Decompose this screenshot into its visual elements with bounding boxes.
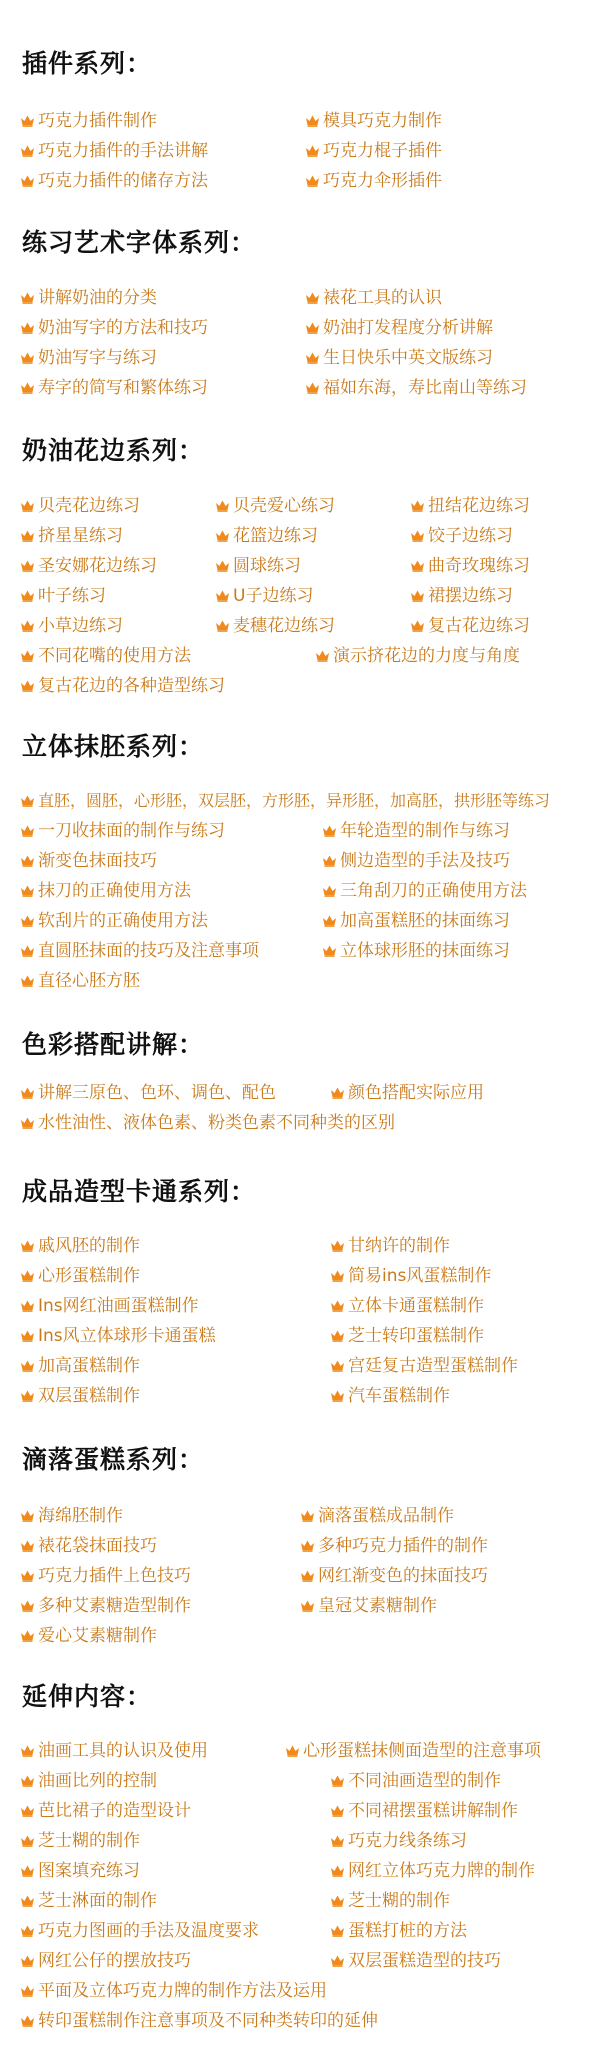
list-item: 双层蛋糕制作 <box>20 1385 140 1407</box>
list-item: 三角刮刀的正确使用方法 <box>322 880 527 902</box>
crown-icon <box>20 2011 35 2024</box>
crown-icon <box>322 941 337 954</box>
crown-icon <box>20 616 35 629</box>
crown-icon <box>20 676 35 689</box>
list-item: 巧克力插件制作 <box>20 110 157 132</box>
crown-icon <box>215 526 230 539</box>
list-item: 图案填充练习 <box>20 1860 140 1882</box>
list-item: 立体球形胚的抹面练习 <box>322 940 510 962</box>
list-item: 贝壳花边练习 <box>20 495 140 517</box>
list-item: 巧克力插件的储存方法 <box>20 170 208 192</box>
list-item: 福如东海，寿比南山等练习 <box>305 377 527 399</box>
crown-icon <box>20 556 35 569</box>
crown-icon <box>20 1861 35 1874</box>
list-item: 直径心胚方胚 <box>20 970 140 992</box>
crown-icon <box>20 1236 35 1249</box>
crown-icon <box>20 496 35 509</box>
list-item: 麦穗花边练习 <box>215 615 335 637</box>
list-item: 渐变色抹面技巧 <box>20 850 157 872</box>
list-item: 爱心艾素糖制作 <box>20 1625 157 1647</box>
crown-icon <box>305 378 320 391</box>
crown-icon <box>300 1536 315 1549</box>
list-item: 叶子练习 <box>20 585 106 607</box>
list-item: 加高蛋糕胚的抹面练习 <box>322 910 510 932</box>
list-item: 芝士糊的制作 <box>20 1830 140 1852</box>
crown-icon <box>215 616 230 629</box>
list-item: 宫廷复古造型蛋糕制作 <box>330 1355 518 1377</box>
crown-icon <box>20 1981 35 1994</box>
list-item: 双层蛋糕造型的技巧 <box>330 1950 501 1972</box>
crown-icon <box>300 1506 315 1519</box>
crown-icon <box>305 318 320 331</box>
crown-icon <box>20 881 35 894</box>
list-item: 复古花边的各种造型练习 <box>20 675 225 697</box>
list-item: 一刀收抹面的制作与练习 <box>20 820 225 842</box>
crown-icon <box>215 586 230 599</box>
crown-icon <box>330 1236 345 1249</box>
list-item: 网红渐变色的抹面技巧 <box>300 1565 488 1587</box>
list-item: 芝士糊的制作 <box>330 1890 450 1912</box>
list-item: 芝士转印蛋糕制作 <box>330 1325 484 1347</box>
list-item: Ins风立体球形卡通蛋糕 <box>20 1325 216 1347</box>
list-item: 巧克力伞形插件 <box>305 170 442 192</box>
list-item: 甘纳许的制作 <box>330 1235 450 1257</box>
list-item: 巧克力线条练习 <box>330 1830 467 1852</box>
crown-icon <box>305 111 320 124</box>
list-item: 网红立体巧克力牌的制作 <box>330 1860 535 1882</box>
list-item: 芝士淋面的制作 <box>20 1890 157 1912</box>
list-item: 花篮边练习 <box>215 525 318 547</box>
list-item: 讲解奶油的分类 <box>20 287 157 309</box>
list-item: 奶油写字与练习 <box>20 347 157 369</box>
list-item: 立体卡通蛋糕制作 <box>330 1295 484 1317</box>
crown-icon <box>20 586 35 599</box>
list-item: 平面及立体巧克力牌的制作方法及运用 <box>20 1980 327 2002</box>
list-item: 芭比裙子的造型设计 <box>20 1800 191 1822</box>
list-item: 寿字的简写和繁体练习 <box>20 377 208 399</box>
crown-icon <box>322 851 337 864</box>
list-item: 复古花边练习 <box>410 615 530 637</box>
list-item: 油画比列的控制 <box>20 1770 157 1792</box>
crown-icon <box>20 1831 35 1844</box>
list-item: 奶油写字的方法和技巧 <box>20 317 208 339</box>
crown-icon <box>20 911 35 924</box>
crown-icon <box>20 1506 35 1519</box>
crown-icon <box>20 1951 35 1964</box>
crown-icon <box>20 1326 35 1339</box>
list-item: 侧边造型的手法及技巧 <box>322 850 510 872</box>
section-title: 奶油花边系列： <box>22 436 205 465</box>
crown-icon <box>20 318 35 331</box>
crown-icon <box>410 526 425 539</box>
list-item: 海绵胚制作 <box>20 1505 123 1527</box>
list-item: 加高蛋糕制作 <box>20 1355 140 1377</box>
list-item: 戚风胚的制作 <box>20 1235 140 1257</box>
list-item: 裱花袋抹面技巧 <box>20 1535 157 1557</box>
list-item: 讲解三原色、色环、调色、配色 <box>20 1082 276 1104</box>
crown-icon <box>20 141 35 154</box>
list-item: 饺子边练习 <box>410 525 513 547</box>
crown-icon <box>20 111 35 124</box>
crown-icon <box>20 1386 35 1399</box>
list-item: 直圆胚抹面的技巧及注意事项 <box>20 940 259 962</box>
list-item: Ins网红油画蛋糕制作 <box>20 1295 199 1317</box>
crown-icon <box>20 1083 35 1096</box>
list-item: 圆球练习 <box>215 555 301 577</box>
crown-icon <box>330 1386 345 1399</box>
list-item: 蛋糕打桩的方法 <box>330 1920 467 1942</box>
crown-icon <box>330 1951 345 1964</box>
section-title: 滴落蛋糕系列： <box>22 1445 205 1474</box>
crown-icon <box>20 851 35 864</box>
list-item: 贝壳爱心练习 <box>215 495 335 517</box>
list-item: 圣安娜花边练习 <box>20 555 157 577</box>
crown-icon <box>20 1356 35 1369</box>
section-title: 成品造型卡通系列： <box>22 1177 257 1206</box>
list-item: 生日快乐中英文版练习 <box>305 347 493 369</box>
list-item: 多种巧克力插件的制作 <box>300 1535 488 1557</box>
list-item: 不同裙摆蛋糕讲解制作 <box>330 1800 518 1822</box>
list-item: 曲奇玫瑰练习 <box>410 555 530 577</box>
crown-icon <box>20 288 35 301</box>
list-item: U子边练习 <box>215 585 313 607</box>
crown-icon <box>410 616 425 629</box>
crown-icon <box>315 646 330 659</box>
crown-icon <box>322 881 337 894</box>
crown-icon <box>20 171 35 184</box>
crown-icon <box>410 556 425 569</box>
crown-icon <box>330 1356 345 1369</box>
crown-icon <box>20 1741 35 1754</box>
crown-icon <box>20 378 35 391</box>
crown-icon <box>20 791 35 804</box>
crown-icon <box>322 821 337 834</box>
list-item: 奶油打发程度分析讲解 <box>305 317 493 339</box>
list-item: 扭结花边练习 <box>410 495 530 517</box>
crown-icon <box>305 141 320 154</box>
crown-icon <box>410 496 425 509</box>
list-item: 心形蛋糕制作 <box>20 1265 140 1287</box>
crown-icon <box>20 821 35 834</box>
crown-icon <box>20 1801 35 1814</box>
crown-icon <box>20 646 35 659</box>
list-item: 演示挤花边的力度与角度 <box>315 645 520 667</box>
list-item: 抹刀的正确使用方法 <box>20 880 191 902</box>
list-item: 小草边练习 <box>20 615 123 637</box>
crown-icon <box>20 348 35 361</box>
crown-icon <box>20 971 35 984</box>
crown-icon <box>300 1566 315 1579</box>
crown-icon <box>330 1861 345 1874</box>
list-item: 不同花嘴的使用方法 <box>20 645 191 667</box>
crown-icon <box>330 1326 345 1339</box>
list-item: 油画工具的认识及使用 <box>20 1740 208 1762</box>
section-title: 延伸内容： <box>22 1682 153 1711</box>
list-item: 汽车蛋糕制作 <box>330 1385 450 1407</box>
crown-icon <box>20 941 35 954</box>
crown-icon <box>330 1831 345 1844</box>
crown-icon <box>20 1596 35 1609</box>
section-title: 色彩搭配讲解： <box>22 1030 205 1059</box>
list-item: 水性油性、液体色素、粉类色素不同种类的区别 <box>20 1112 395 1134</box>
list-item: 巧克力插件的手法讲解 <box>20 140 208 162</box>
list-item: 颜色搭配实际应用 <box>330 1082 484 1104</box>
list-item: 心形蛋糕抹侧面造型的注意事项 <box>285 1740 541 1762</box>
list-item: 裙摆边练习 <box>410 585 513 607</box>
list-item: 简易ins风蛋糕制作 <box>330 1265 491 1287</box>
list-item: 多种艾素糖造型制作 <box>20 1595 191 1617</box>
crown-icon <box>20 1296 35 1309</box>
crown-icon <box>20 1113 35 1126</box>
crown-icon <box>330 1891 345 1904</box>
section-title: 练习艺术字体系列： <box>22 228 257 257</box>
crown-icon <box>322 911 337 924</box>
list-item: 直胚，圆胚，心形胚，双层胚，方形胚，异形胚，加高胚，拱形胚等练习 <box>20 790 550 812</box>
list-item: 不同油画造型的制作 <box>330 1770 501 1792</box>
crown-icon <box>20 1626 35 1639</box>
list-item: 模具巧克力制作 <box>305 110 442 132</box>
crown-icon <box>330 1266 345 1279</box>
crown-icon <box>330 1296 345 1309</box>
list-item: 转印蛋糕制作注意事项及不同种类转印的延伸 <box>20 2010 378 2032</box>
crown-icon <box>20 1771 35 1784</box>
crown-icon <box>410 586 425 599</box>
crown-icon <box>300 1596 315 1609</box>
crown-icon <box>330 1921 345 1934</box>
crown-icon <box>20 1921 35 1934</box>
crown-icon <box>330 1771 345 1784</box>
list-item: 巧克力棍子插件 <box>305 140 442 162</box>
crown-icon <box>330 1083 345 1096</box>
list-item: 滴落蛋糕成品制作 <box>300 1505 454 1527</box>
crown-icon <box>330 1801 345 1814</box>
list-item: 巧克力图画的手法及温度要求 <box>20 1920 259 1942</box>
list-item: 软刮片的正确使用方法 <box>20 910 208 932</box>
crown-icon <box>20 1266 35 1279</box>
list-item: 巧克力插件上色技巧 <box>20 1565 191 1587</box>
list-item: 裱花工具的认识 <box>305 287 442 309</box>
crown-icon <box>20 1566 35 1579</box>
crown-icon <box>215 496 230 509</box>
list-item: 年轮造型的制作与练习 <box>322 820 510 842</box>
section-title: 插件系列： <box>22 49 153 78</box>
crown-icon <box>305 288 320 301</box>
crown-icon <box>20 1536 35 1549</box>
section-title: 立体抹胚系列： <box>22 732 205 761</box>
list-item: 网红公仔的摆放技巧 <box>20 1950 191 1972</box>
crown-icon <box>285 1741 300 1754</box>
list-item: 挤星星练习 <box>20 525 123 547</box>
crown-icon <box>305 348 320 361</box>
crown-icon <box>215 556 230 569</box>
crown-icon <box>20 1891 35 1904</box>
crown-icon <box>20 526 35 539</box>
list-item: 皇冠艾素糖制作 <box>300 1595 437 1617</box>
crown-icon <box>305 171 320 184</box>
